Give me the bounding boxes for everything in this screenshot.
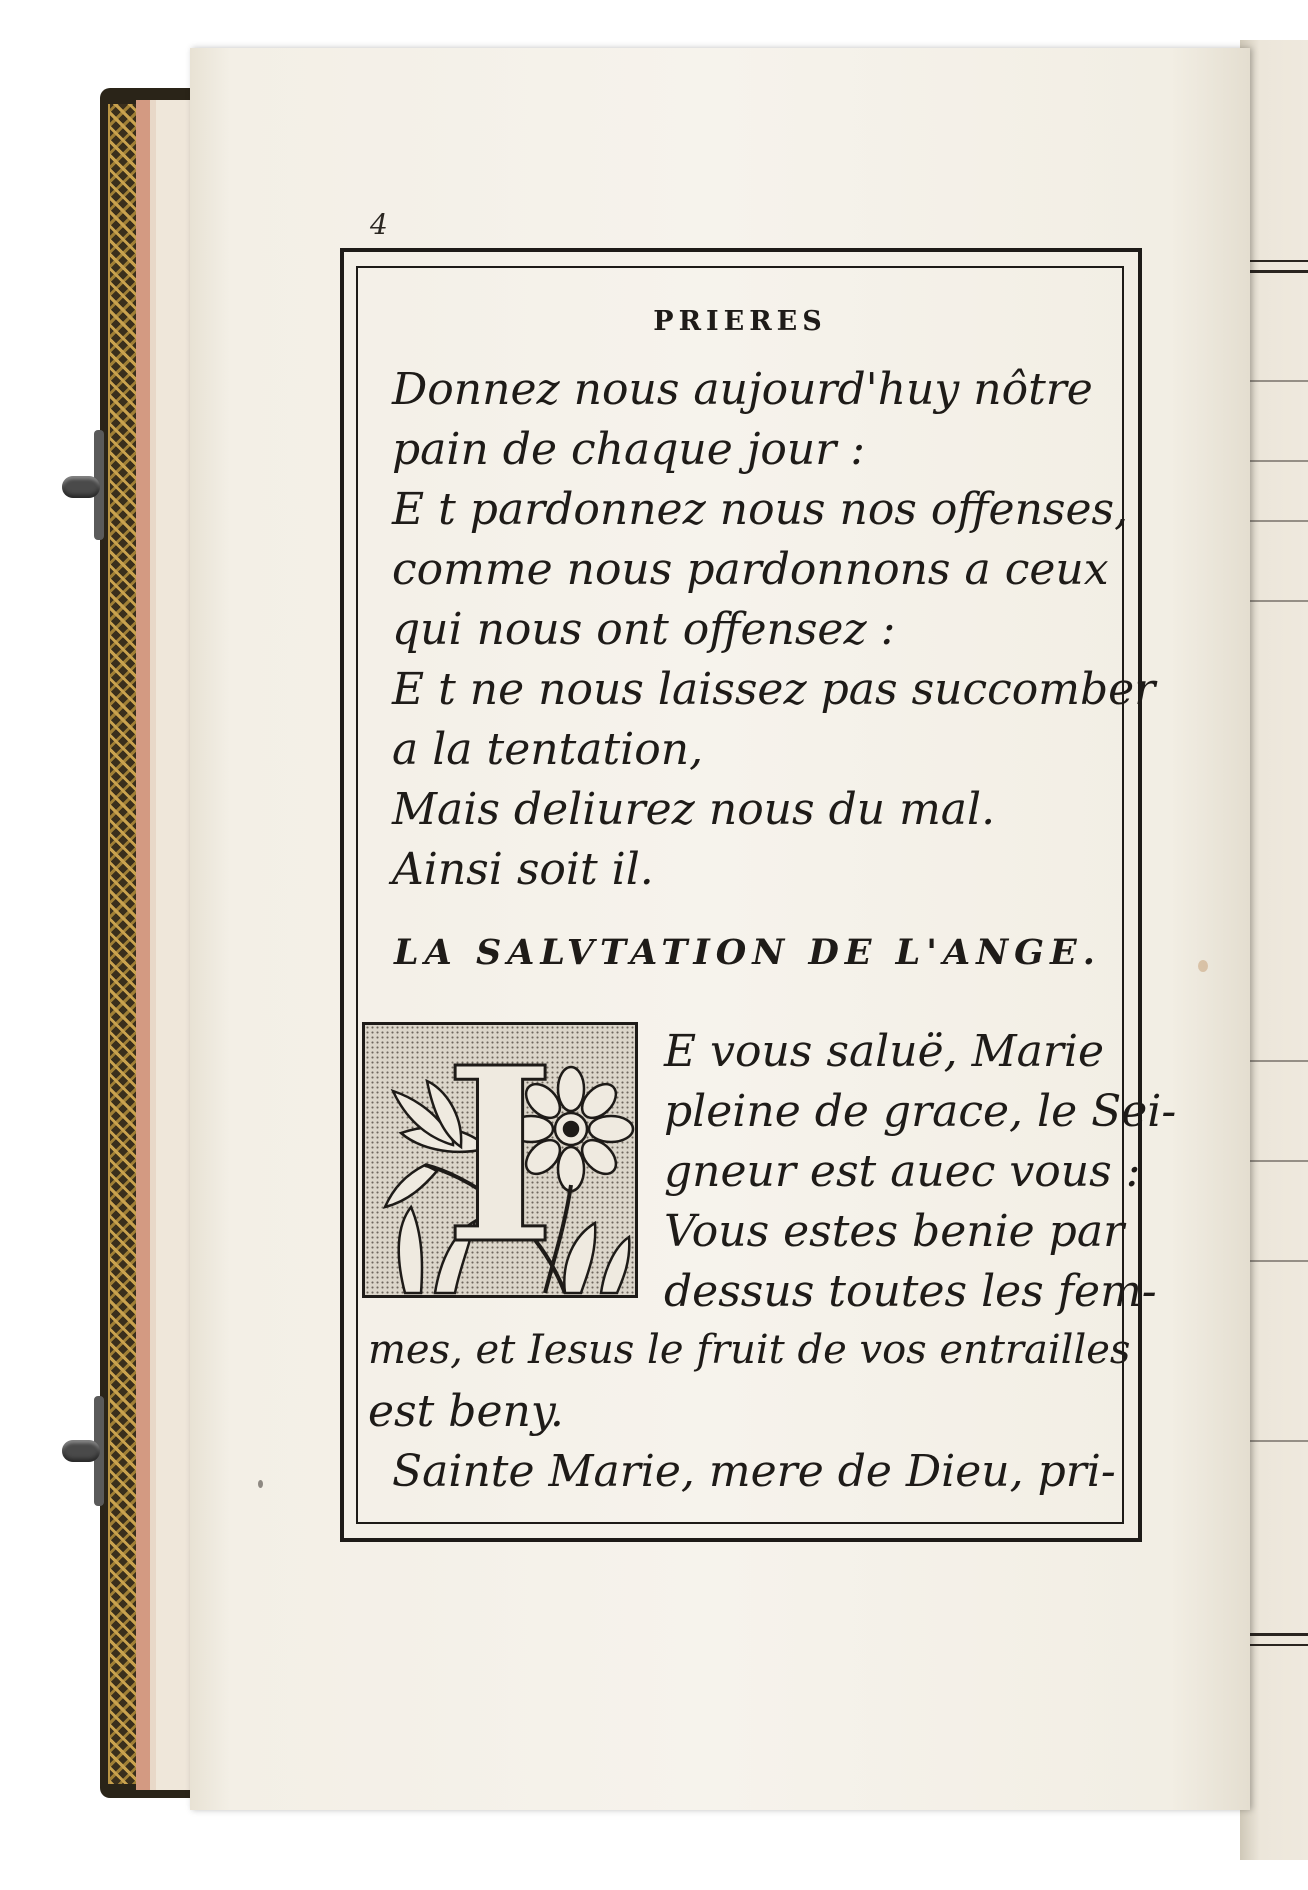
salutation-line: mes, et Iesus le fruit de vos entrailles <box>368 1327 1131 1373</box>
salutation-line: Vous estes benie par <box>664 1206 1125 1257</box>
salutation-line: gneur est auec vous : <box>664 1146 1141 1197</box>
salutation-line: E vous saluë, Marie <box>664 1026 1105 1077</box>
facing-text-fragment <box>1250 1260 1308 1262</box>
facing-text-fragment <box>1250 1440 1308 1442</box>
page-edges <box>136 100 194 1790</box>
facing-text-fragment <box>1250 380 1308 382</box>
salutation-line: pleine de grace, le Sei- <box>664 1086 1177 1137</box>
prayer-line: Ainsi soit il. <box>392 844 654 895</box>
salutation-line: est beny. <box>368 1386 564 1437</box>
facing-page <box>1240 40 1308 1860</box>
salutation-line: dessus toutes les fem- <box>664 1266 1157 1317</box>
prayer-line: qui nous ont offensez : <box>392 604 896 655</box>
gilt-tooling-border <box>108 104 138 1784</box>
clasp-bottom-icon <box>62 1440 100 1462</box>
prayer-line: Mais deliurez nous du mal. <box>392 784 996 835</box>
facing-page-frame <box>1246 270 1308 1636</box>
prayer-line: E t pardonnez nous nos offenses, <box>392 484 1129 535</box>
heading-prieres: PRIERES <box>653 306 827 337</box>
heading-salutation: LA SALVTATION DE L'ANGE. <box>394 932 1101 973</box>
prayer-line: Donnez nous aujourd'huy nôtre <box>392 364 1093 415</box>
decorated-initial <box>362 1022 638 1298</box>
facing-text-fragment <box>1250 1060 1308 1062</box>
prayer-line: E t ne nous laissez pas succomber <box>392 664 1156 715</box>
facing-text-fragment <box>1250 520 1308 522</box>
prayer-line: a la tentation, <box>392 724 704 775</box>
salutation-line: Sainte Marie, mere de Dieu, pri- <box>392 1446 1116 1497</box>
facing-text-fragment <box>1250 1160 1308 1162</box>
clasp-top-icon <box>62 476 100 498</box>
page-number: 4 <box>370 208 388 241</box>
prayer-line: comme nous pardonnons a ceux <box>392 544 1109 595</box>
foxing-spot <box>1198 960 1208 972</box>
facing-text-fragment <box>1250 460 1308 462</box>
initial-letter: I <box>443 1022 557 1297</box>
ink-speck <box>258 1480 263 1488</box>
prayer-line: pain de chaque jour : <box>392 424 866 475</box>
facing-text-fragment <box>1250 600 1308 602</box>
